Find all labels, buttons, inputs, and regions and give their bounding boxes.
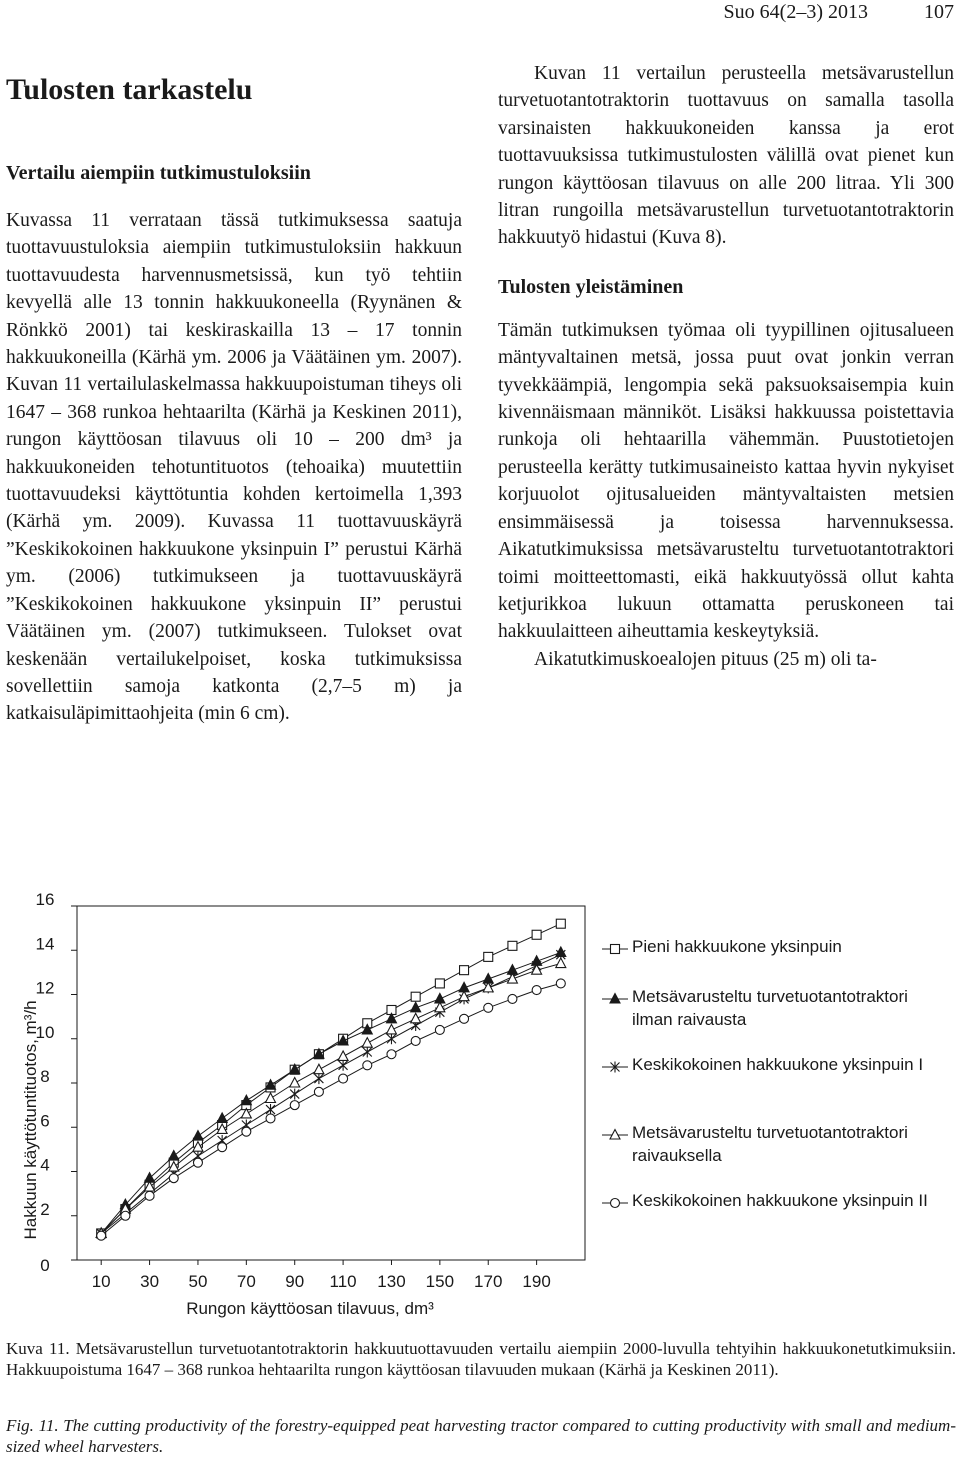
data-point-triangle-filled xyxy=(169,1151,179,1161)
figure-caption-english: Fig. 11. The cutting productivity of the forestry-equipped peat harvesting tractor compared to cutting productivity with small and medium-sized wheel harvesters. xyxy=(6,1416,956,1456)
data-point-circle xyxy=(556,979,565,988)
chart-marks xyxy=(96,919,566,1240)
y-tick-label: 14 xyxy=(35,934,55,954)
data-point-triangle-open xyxy=(556,958,566,968)
subsection-heading-comparison: Vertailu aiempiin tutkimustuloksiin xyxy=(6,162,311,184)
body-paragraph: Tämän tutkimuksen työmaa oli tyypillinen ojitusalueen mäntyvaltainen metsä, jossa puut ovat jonkin verran tyvekkäämpiä, lengompia sekä paksuoksaisempia kuin kivennäismaan männiköt. Lisäksi hakkuussa poistettavia runkoja oli hehtaarilla vähemmän. Puustotietojen perusteella kerätty tutkimusaineisto kattaa hyvin nykyiset korjuuolot ojitusalueiden mäntyvaltaisten metsien ensimmäisessä ja toisessa harvennuksessa. Aikatutkimuksissa metsävarusteltu turvetuotantotraktori toimi moitteettomasti, eikä hakkuutyössä ollut kahta ketjurikkoa lukuun ottamatta peruskoneen tai hakkuulaitteen aiheuttamia keskeytyksiä. xyxy=(498,319,954,643)
y-tick-label: 12 xyxy=(35,978,55,998)
data-point-circle xyxy=(314,1087,323,1096)
series-1 xyxy=(97,919,566,1238)
y-tick-label: 6 xyxy=(40,1111,50,1131)
data-point-circle xyxy=(242,1127,251,1136)
page-number: 107 xyxy=(924,1,954,23)
data-point-star xyxy=(387,1033,396,1044)
series-line xyxy=(101,924,561,1234)
series-line xyxy=(101,953,561,1234)
data-point-triangle-filled xyxy=(241,1095,251,1105)
series-5 xyxy=(97,979,566,1240)
legend-label: Keskikokoinen hakkuukone yksinpuin I xyxy=(632,1055,924,1074)
journal-citation: Suo 64(2–3) 2013 xyxy=(723,1,868,23)
data-point-star xyxy=(290,1089,299,1100)
data-point-triangle-open xyxy=(362,1038,372,1048)
data-point-circle xyxy=(97,1231,106,1240)
data-point-triangle-open xyxy=(290,1078,300,1088)
data-point-circle xyxy=(363,1061,372,1070)
data-point-circle xyxy=(411,1036,420,1045)
legend-swatch xyxy=(600,1055,630,1079)
body-paragraph: Aikatutkimuskoealojen pituus (25 m) oli ta- xyxy=(534,648,877,670)
x-tick-label: 10 xyxy=(91,1272,111,1291)
data-point-circle xyxy=(121,1211,130,1220)
y-tick-label: 0 xyxy=(40,1256,50,1275)
y-tick-label: 2 xyxy=(40,1199,50,1219)
data-point-circle xyxy=(435,1025,444,1034)
legend-label: Pieni hakkuukone yksinpuin xyxy=(632,937,842,956)
legend-swatch xyxy=(600,937,630,961)
data-point-triangle-open xyxy=(411,1013,421,1023)
data-point-triangle-open xyxy=(610,1130,620,1140)
left-column xyxy=(6,60,462,728)
series-line xyxy=(101,955,561,1234)
data-point-triangle-filled xyxy=(193,1131,203,1141)
data-point-circle xyxy=(611,1199,620,1208)
legend-label: Keskikokoinen hakkuukone yksinpuin II xyxy=(632,1191,928,1210)
legend-swatch xyxy=(600,1191,630,1215)
body-paragraph: Kuvassa 11 verrataan tässä tutkimuksessa saatuja tuottavuustuloksia aiempiin tutkimustuloksiin hakkuun tuottavuudesta harvennusmetsissä, kun työ tehtiin kevyellä alle 13 tonnin hakkuukoneella (Ryynänen & Rönkkö 2001) tai keskiraskailla 13 – 17 tonnin hakkuukoneilla (Kärhä ym. 2006 ja Väätäinen ym. 2007). Kuvan 11 vertailulaskelmassa hakkuupoistuman tiheys oli 1647 – 368 runkoa hehtaarilta (Kärhä ja Keskinen 2011), rungon käyttöosan tilavuus oli 10 – 200 dm³ ja hakkuukoneiden tehotuntituotos (tehoaika) muutettiin tuottavuudeksi käyttötuntia kohden kertoimella 1,393 (Kärhä ym. 2009). Kuvassa 11 tuottavuuskäyrä ”Keskikokoinen hakkuukone yksinpuin I” perustui Kärhä ym. (2006) tutkimukseen ja tuottavuuskäyrä ”Keskikokoinen hakkuukone yksinpuin II” perustui Väätäinen ym. (2007) tutkimukseen. Tulokset ovat keskenään vertailukelpoiset, koska tutkimuksissa sovellettiin samoja katkonta (2,7–5 m) ja katkaisuläpimittaohjeita (min 6 cm). xyxy=(6,210,462,725)
x-tick-label: 190 xyxy=(522,1272,551,1291)
data-point-square xyxy=(611,945,620,954)
series-3 xyxy=(97,949,566,1239)
data-point-square xyxy=(460,966,469,975)
x-tick-label: 110 xyxy=(329,1272,357,1291)
data-point-circle xyxy=(290,1101,299,1110)
data-point-circle xyxy=(508,994,517,1003)
data-point-star xyxy=(363,1047,372,1058)
data-point-square xyxy=(556,919,565,928)
data-point-circle xyxy=(145,1191,154,1200)
data-point-circle xyxy=(387,1050,396,1059)
series-line xyxy=(101,964,561,1234)
body-paragraph: Kuvan 11 vertailun perusteella metsävarustellun turvetuotantotraktorin tuottavuus on samalla tasolla varsinaisten hakkuukoneiden kanssa ja erot tuottavuuksissa tutkimustulosten välillä ovat pienet kun rungon käyttöosan tilavuus on alle 200 litraa. Yli 300 litran rungoilla metsävarustellun turvetuotantotraktorin hakkuutyö hidastui (Kuva 8). xyxy=(498,63,954,249)
x-tick-label: 130 xyxy=(377,1272,406,1291)
figure-caption-finnish: Kuva 11. Metsävarustellun turvetuotantotraktorin hakkuutuottavuuden vertailu aiempiin 2000-luvulla tehtyihin hakkuukonetutkimuksiin. Hakkuupoistuma 1647 – 368 runkoa hehtaarilta rungon käyttöosan tilavuuden mukaan (Kärhä ja Keskinen 2011). xyxy=(6,1339,956,1379)
x-tick-label: 70 xyxy=(236,1272,256,1291)
section-heading: Tulosten tarkastelu xyxy=(6,73,253,106)
data-point-triangle-filled xyxy=(610,994,620,1004)
right-column xyxy=(498,60,954,673)
productivity-chart xyxy=(0,880,600,1330)
series-line xyxy=(101,983,561,1235)
x-axis-label: Rungon käyttöosan tilavuus, dm³ xyxy=(186,1299,434,1318)
data-point-circle xyxy=(218,1143,227,1152)
y-tick-label: 16 xyxy=(35,890,55,909)
data-point-circle xyxy=(460,1014,469,1023)
data-point-triangle-open xyxy=(338,1051,348,1061)
data-point-square xyxy=(435,979,444,988)
x-tick-label: 170 xyxy=(474,1272,503,1291)
legend-label: Metsävarusteltu turvetuotantotraktori ilman raivausta xyxy=(632,987,908,1029)
y-axis-label: Hakkuun käyttötuntituotos, m³/h xyxy=(21,1000,40,1240)
data-point-circle xyxy=(339,1074,348,1083)
data-point-square xyxy=(411,992,420,1001)
legend-label: Metsävarusteltu turvetuotantotraktori raivauksella xyxy=(632,1123,908,1165)
y-tick-label: 10 xyxy=(35,1022,55,1042)
legend-swatch xyxy=(600,987,630,1011)
data-point-square xyxy=(484,952,493,961)
data-point-triangle-filled xyxy=(217,1113,227,1123)
series-4 xyxy=(96,958,566,1237)
data-point-square xyxy=(532,930,541,939)
data-point-circle xyxy=(532,986,541,995)
data-point-triangle-open xyxy=(386,1024,396,1034)
data-point-circle xyxy=(169,1174,178,1183)
data-point-circle xyxy=(266,1114,275,1123)
data-point-circle xyxy=(193,1158,202,1167)
x-tick-label: 90 xyxy=(285,1272,305,1291)
running-header xyxy=(0,0,960,26)
data-point-circle xyxy=(484,1003,493,1012)
x-tick-label: 50 xyxy=(188,1272,208,1291)
x-tick-label: 150 xyxy=(425,1272,455,1291)
y-tick-label: 4 xyxy=(40,1155,50,1175)
data-point-square xyxy=(508,941,517,950)
data-point-star xyxy=(314,1073,323,1084)
y-tick-label: 8 xyxy=(40,1067,50,1086)
data-point-triangle-open xyxy=(314,1064,324,1074)
legend-swatch xyxy=(600,1123,630,1147)
series-2 xyxy=(96,947,566,1237)
subsection-heading-generalization: Tulosten yleistäminen xyxy=(498,275,684,298)
x-tick-label: 30 xyxy=(140,1272,160,1291)
plot-frame xyxy=(77,906,585,1260)
data-point-triangle-open xyxy=(435,1002,445,1012)
data-point-triangle-open xyxy=(266,1093,276,1103)
data-point-star xyxy=(339,1060,348,1071)
figure-11 xyxy=(0,880,960,1330)
